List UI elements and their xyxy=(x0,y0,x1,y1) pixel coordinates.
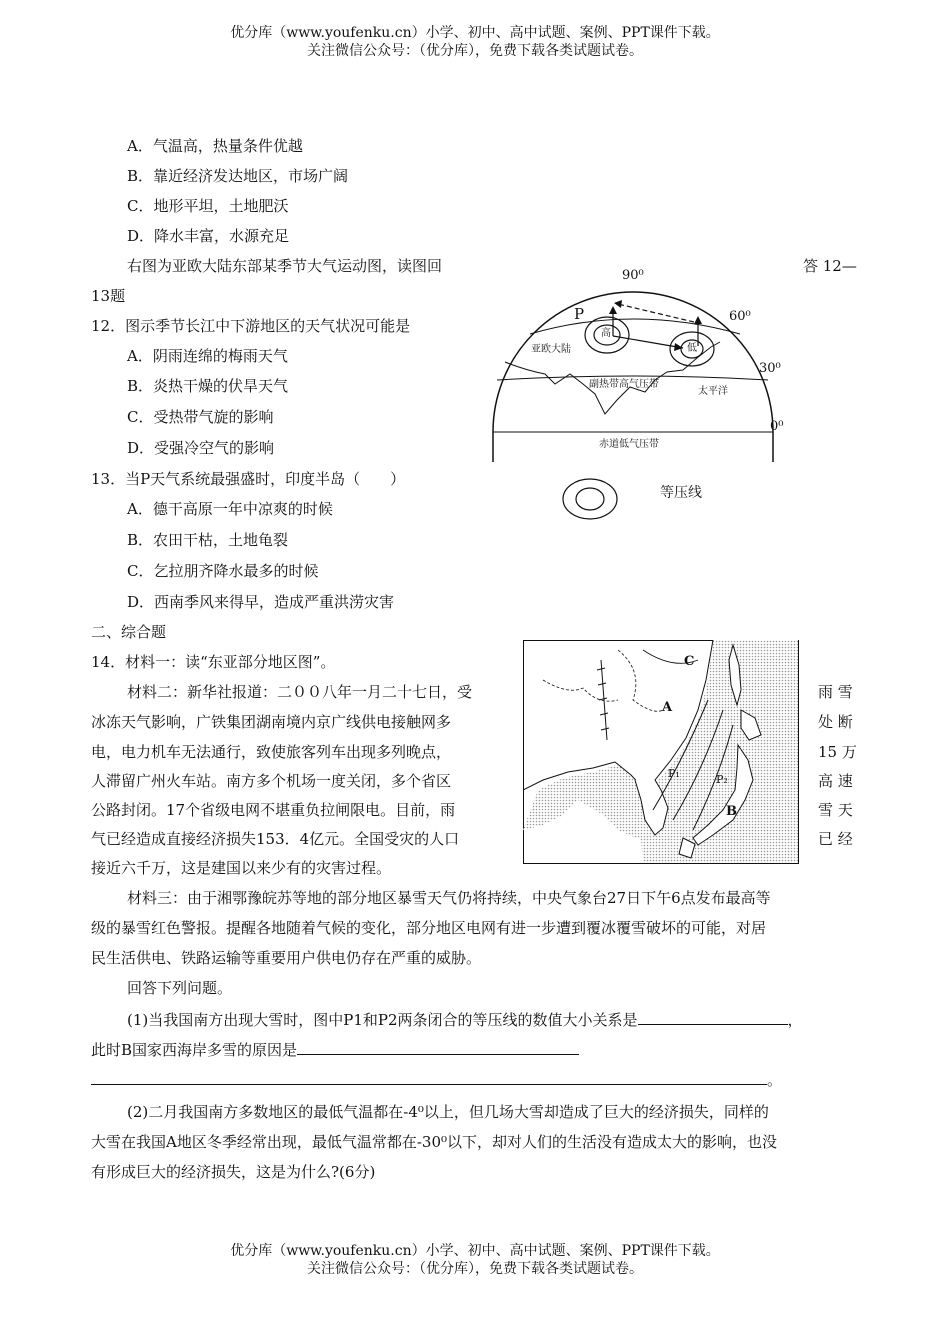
footer-line-1: 优分库（www.youfenku.cn）小学、初中、高中试题、案例、PPT课件下载。 xyxy=(230,1243,720,1259)
circulation-diagram xyxy=(485,262,785,532)
q13-option-d: D．西南季风来得早，造成严重洪涝灾害 xyxy=(127,593,395,611)
continent-label: 亚欧大陆 xyxy=(531,344,571,355)
q14-material-2-right-1: 雨 雪 xyxy=(818,683,853,701)
map-label-c: C xyxy=(684,654,695,669)
q14-material-2-line-2: 冰冻天气影响，广铁集团湖南境内京广线供电接触网多 xyxy=(91,713,452,731)
sub1-blank-1[interactable] xyxy=(638,1010,788,1025)
sub1-text-a: (1)当我国南方出现大雪时，图中P1和P2两条闭合的等压线的数值大小关系是 xyxy=(127,1011,638,1029)
upper-return-arrowhead xyxy=(614,300,622,308)
sub1-comma: ， xyxy=(787,1011,803,1029)
lat-0-label: 0⁰ xyxy=(770,419,784,434)
q14-material-2-line-6: 气已经造成直接经济损失153．4亿元。全国受灾的人口 xyxy=(91,830,460,848)
east-asia-map-svg xyxy=(523,640,799,864)
sub1-text-b: 此时B国家西海岸多雪的原因是 xyxy=(91,1041,298,1059)
sub2-line-1: (2)二月我国南方多数地区的最低气温都在-4⁰以上，但几场大雪却造成了巨大的经济损失，同样的 xyxy=(127,1103,769,1121)
q12-stem: 12．图示季节长江中下游地区的天气状况可能是 xyxy=(91,317,411,335)
p-label: P xyxy=(574,305,585,323)
sub2-line-2: 大雪在我国A地区冬季经常出现，最低气温常都在-30⁰以下，却对人们的生活没有造成太大的影响，也没 xyxy=(91,1133,778,1151)
sub1-end: 。 xyxy=(767,1071,783,1089)
lat-60-line xyxy=(530,319,740,334)
q13-option-a: A．德干高原一年中凉爽的时候 xyxy=(127,500,333,518)
vertical-arrowhead-right xyxy=(694,316,702,324)
q14-material-3-line-2: 级的暴雪红色警报。提醒各地随着气候的变化，部分地区电网有进一步遭到覆冰覆雪破坏的可能，对居 xyxy=(91,919,767,937)
q14-material-2-right-5: 雪 天 xyxy=(818,801,853,819)
map-label-p1: P₁ xyxy=(668,767,680,780)
q12-option-a: A．阴雨连绵的梅雨天气 xyxy=(127,347,288,365)
equatorial-label: 赤道低气压带 xyxy=(599,439,659,450)
q14-material-2-line-1: 材料二：新华社报道：二００八年一月二十七日，受 xyxy=(127,683,473,701)
q13-stem: 13．当P天气系统最强盛时，印度半岛（ ） xyxy=(91,470,406,488)
sub1-blank-2[interactable] xyxy=(297,1040,579,1055)
q14-material-2-right-4: 高 速 xyxy=(818,772,853,790)
sub1-line-c xyxy=(91,1070,782,1090)
q13-option-b: B．农田干枯，土地龟裂 xyxy=(127,531,289,549)
q14-material-2-right-2: 处 断 xyxy=(818,713,853,731)
q12-option-b: B．炎热干燥的伏旱天气 xyxy=(127,377,289,395)
pacific-label: 太平洋 xyxy=(698,386,728,397)
section-2-title: 二、综合题 xyxy=(91,623,167,641)
header-line-2: 关注微信公众号：（优分库），免费下载各类试题试卷。 xyxy=(307,43,643,59)
q14-material-2-right-3: 15 万 xyxy=(818,743,857,761)
lat-30-label: 30⁰ xyxy=(759,361,781,376)
sub1-line-b xyxy=(91,1040,579,1060)
intro-line-1: 右图为亚欧大陆东部某季节大气运动图，读图回 xyxy=(127,257,443,275)
q13-option-c: C．乞拉朋齐降水最多的时候 xyxy=(127,562,319,580)
q14-material-2-line-7: 接近六千万，这是建国以来少有的灾害过程。 xyxy=(91,859,392,877)
intro-line-2: 13题 xyxy=(91,287,126,305)
low-label: 低 xyxy=(687,343,697,354)
footer-line-2: 关注微信公众号：（优分库），免费下载各类试题试卷。 xyxy=(307,1261,643,1277)
lat-60-label: 60⁰ xyxy=(729,309,751,324)
vertical-arrowhead-left xyxy=(609,306,617,314)
east-asia-map xyxy=(523,640,799,864)
sub2-line-3: 有形成巨大的经济损失，这是为什么?(6分) xyxy=(91,1163,376,1181)
header-line-1: 优分库（www.youfenku.cn）小学、初中、高中试题、案例、PPT课件下载。 xyxy=(230,25,720,41)
legend-isobar-outer xyxy=(563,479,617,519)
q14-material-2-right-6: 已 经 xyxy=(818,830,853,848)
legend-label: 等压线 xyxy=(660,485,702,501)
circulation-figure xyxy=(485,262,785,532)
prev-option-c: C．地形平坦，土地肥沃 xyxy=(127,197,289,215)
q12-option-c: C．受热带气旋的影响 xyxy=(127,408,274,426)
q14-material-1: 14．材料一：读“东亚部分地区图”。 xyxy=(91,653,336,671)
high-label: 高 xyxy=(601,328,611,339)
answer-prompt: 回答下列问题。 xyxy=(127,979,233,997)
map-label-b: B xyxy=(726,804,737,819)
subtropical-label: 副热带高气压带 xyxy=(589,379,659,390)
prev-option-b: B．靠近经济发达地区，市场广阔 xyxy=(127,167,349,185)
q14-material-2-line-3: 电，电力机车无法通行，致使旅客列车出现多列晚点， xyxy=(91,743,452,761)
intro-right: 答 12— xyxy=(803,257,857,275)
legend-isobar-inner xyxy=(576,488,604,510)
prev-option-a: A．气温高，热量条件优越 xyxy=(127,137,303,155)
q14-material-3-line-1: 材料三：由于湘鄂豫皖苏等地的部分地区暴雪天气仍将持续，中央气象台27日下午6点发布最高等 xyxy=(127,889,771,907)
q12-option-d: D．受强冷空气的影响 xyxy=(127,439,275,457)
q14-material-3-line-3: 民生活供电、铁路运输等重要用户供电仍存在严重的威胁。 xyxy=(91,949,482,967)
map-label-a: A xyxy=(662,700,673,715)
sub1-blank-3[interactable] xyxy=(91,1070,767,1085)
map-label-p2: P₂ xyxy=(716,773,728,786)
prev-option-d: D．降水丰富，水源充足 xyxy=(127,227,290,245)
sub1-line-a xyxy=(127,1010,803,1030)
q14-material-2-line-5: 公路封闭。17个省级电网不堪重负拉闸限电。目前，雨 xyxy=(91,801,456,819)
lat-90-label: 90⁰ xyxy=(622,268,644,283)
q14-material-2-line-4: 人滞留广州火车站。南方多个机场一度关闭，多个省区 xyxy=(91,772,452,790)
